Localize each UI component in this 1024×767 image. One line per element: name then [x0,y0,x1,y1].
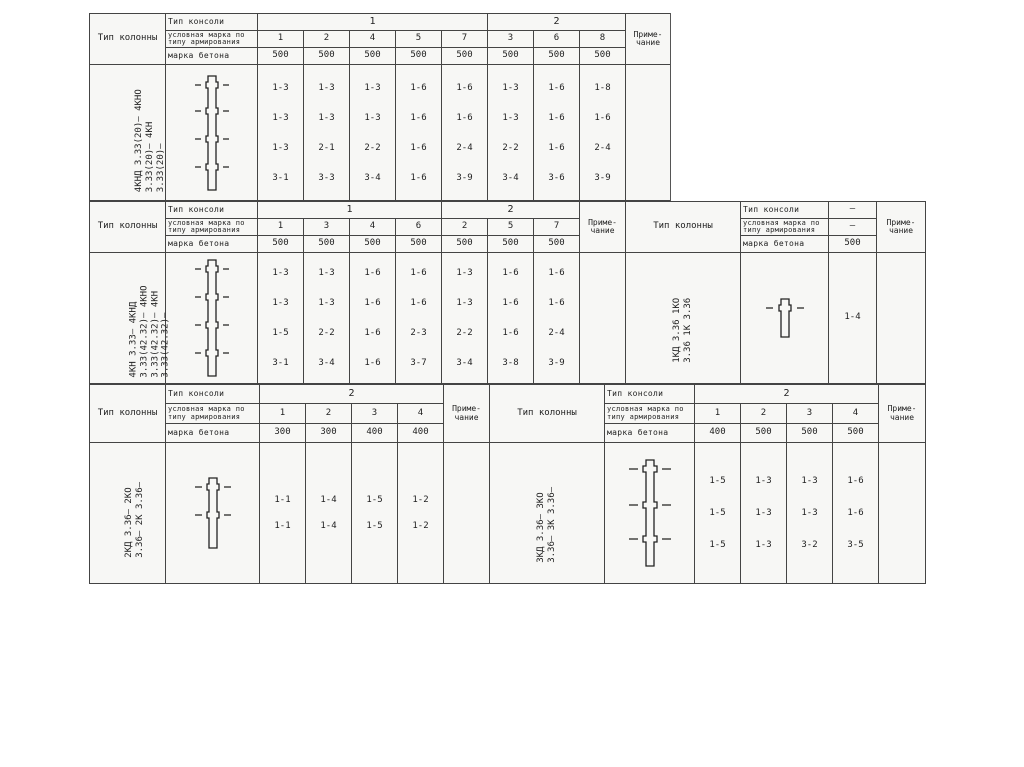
value-cell: 2-4 [594,142,611,153]
value-cell: 1-3 [318,298,335,308]
column-names: 2КД 3.36– 2КО 3.36– 2К 3.36– [90,443,166,584]
value-cell: 1-6 [548,268,565,278]
value-cell: 1-5 [272,328,289,338]
value-cell: 1-6 [548,298,565,308]
value-cell: 1-5 [709,540,726,550]
column-sketch [605,443,695,584]
value-cell: 1-6 [410,298,427,308]
value-cell: 1-6 [594,112,611,123]
column-sketch-icon [187,258,237,378]
value-cell: 3-2 [801,540,818,550]
value-cell: 2-2 [318,328,335,338]
group-2-header: 2 [260,385,444,404]
note-header: Приме-чание [444,385,490,443]
concrete-cell: 400 [352,424,398,443]
column-type-header: Тип колонны [90,202,166,253]
concrete-cell: 500 [396,48,442,65]
column-type-header: Тип колонны [90,14,166,65]
value-cell: 1-6 [364,298,381,308]
note-cell [879,443,926,584]
value-cell: 1-3 [364,82,381,93]
mark-cell: 2 [304,31,350,48]
concrete-cell: 500 [304,236,350,253]
value-cell: 3-1 [272,172,289,183]
concrete-cell: 500 [350,48,396,65]
concrete-cell: 500 [787,424,833,443]
column-sketch-icon [760,293,810,343]
concrete-label: марка бетона [166,48,258,65]
concrete-cell: 500 [396,236,442,253]
concrete-cell: 500 [442,48,488,65]
table-5 [489,384,926,584]
value-cell: 3-4 [502,172,519,183]
value-cell: 1-6 [502,328,519,338]
column-sketch [166,65,258,201]
value-cell: 2-2 [456,328,473,338]
value-cell: 1-4 [320,495,337,505]
console-type-label: Тип консоли [166,385,260,404]
column-sketch [166,253,258,384]
value-cell: 1-4 [320,521,337,531]
table-3 [625,201,926,384]
mark-cell: 5 [396,31,442,48]
mark-cell: 5 [488,219,534,236]
value-cell: 1-8 [594,82,611,93]
value-cell: 1-6 [410,112,427,123]
column-sketch-icon [188,475,238,551]
value-cell: 1-5 [709,476,726,486]
value-cell: 3-3 [318,172,335,183]
value-cell: 3-4 [364,172,381,183]
mark-cell: 4 [398,404,444,424]
value-cell: 2-2 [502,142,519,153]
concrete-cell: 300 [306,424,352,443]
column-sketch [741,253,829,384]
concrete-label: марка бетона [741,236,829,253]
concrete-cell: 500 [488,48,534,65]
note-header: Приме-чание [879,385,926,443]
value-cell: 1-6 [847,476,864,486]
mark-cell: 1 [258,31,304,48]
mark-cell: 2 [442,219,488,236]
concrete-cell: 500 [304,48,350,65]
value-cell: 2-4 [456,142,473,153]
group-2-header: 2 [488,14,626,31]
value-cell: 1-3 [801,476,818,486]
value-cell: 1-3 [272,142,289,153]
concrete-cell: 500 [534,48,580,65]
mark-cell: 4 [833,404,879,424]
console-type-label: Тип консоли [166,14,258,31]
note-cell [580,253,626,384]
mark-cell: 4 [350,31,396,48]
value-cell: 1-3 [364,112,381,123]
value-cell: 1-6 [502,298,519,308]
concrete-label: марка бетона [166,236,258,253]
mark-cell: 3 [304,219,350,236]
value-cell: 1-6 [364,358,381,368]
value-cell: 1-1 [274,521,291,531]
console-type-label: Тип консоли [741,202,829,219]
mark-cell: 2 [741,404,787,424]
value-cell: 1-3 [318,82,335,93]
value-cell: 1-3 [318,268,335,278]
mark-cell: 4 [350,219,396,236]
mark-cell: 7 [442,31,488,48]
value-cell: 1-3 [502,82,519,93]
value-cell: 1-5 [366,495,383,505]
value-cell: 1-6 [410,172,427,183]
value-cell: 1-6 [548,112,565,123]
value-cell: 1-3 [272,298,289,308]
value-cell: 1-5 [709,508,726,518]
concrete-label: марка бетона [166,424,260,443]
value-cell: 2-3 [410,328,427,338]
value-cell: 1-6 [410,268,427,278]
value-cell: 1-3 [801,508,818,518]
column-type-header: Тип колонны [90,385,166,443]
mark-cell: 1 [258,219,304,236]
value-cell: 1-5 [366,521,383,531]
value-cell: 1-3 [272,82,289,93]
value-cell: 1-6 [410,82,427,93]
value-cell: 1-3 [456,268,473,278]
note-header: Приме-чание [580,202,626,253]
value-cell: 2-2 [364,142,381,153]
value-cell: 1-3 [755,476,772,486]
mark-cell: 8 [580,31,626,48]
mark-cell: 2 [306,404,352,424]
value-cell: 3-5 [847,540,864,550]
value-cell: 1-3 [456,298,473,308]
value-cell: 1-6 [548,142,565,153]
value-cell: 1-4 [829,253,877,384]
console-type-label: Тип консоли [605,385,695,404]
value-cell: 2-1 [318,142,335,153]
mark-cell: 1 [695,404,741,424]
value-cell: 1-3 [272,268,289,278]
concrete-cell: 400 [398,424,444,443]
value-cell: 3-8 [502,358,519,368]
concrete-cell: 500 [442,236,488,253]
value-cell: 3-4 [456,358,473,368]
mark-cell: 6 [396,219,442,236]
concrete-cell: 500 [534,236,580,253]
value-cell: 1-2 [412,521,429,531]
value-cell: 1-3 [755,540,772,550]
note-cell [626,65,671,201]
value-cell: 1-1 [274,495,291,505]
table-4 [89,384,490,584]
group-2-header: 2 [442,202,580,219]
column-names: 4КН 3.33– 4КНД 3.33(42.32)– 4КНО 3.33(42.32)– 4КН 3.33(42.32)– [90,253,166,384]
concrete-cell: 400 [695,424,741,443]
value-cell: 1-3 [755,508,772,518]
marking-label: условная марка по типу армирования [166,31,258,48]
group-2-header: 2 [695,385,879,404]
value-cell: 3-6 [548,172,565,183]
column-sketch [166,443,260,584]
value-cell: 1-3 [318,112,335,123]
note-cell [877,253,926,384]
value-cell: 3-4 [318,358,335,368]
value-cell: 1-2 [412,495,429,505]
mark-cell: 3 [488,31,534,48]
value-cell: 1-6 [502,268,519,278]
column-names: 3КД 3.36– 3КО 3.36– 3К 3.36– [490,443,605,584]
concrete-cell: 500 [258,236,304,253]
concrete-cell: 500 [350,236,396,253]
console-type-label: Тип консоли [166,202,258,219]
group-1-header: 1 [258,14,488,31]
mark-cell: 6 [534,31,580,48]
concrete-cell: 500 [488,236,534,253]
column-names: 1КД 3.36 1КО 3.36 1К 3.36 [626,253,741,384]
column-names: 4КНД 3.33(20)– 4КНО 3.33(20)– 4КН 3.33(20)– [90,65,166,201]
note-cell [444,443,490,584]
dash-cell: — [829,202,877,219]
mark-cell: 3 [787,404,833,424]
note-header: Приме-чание [877,202,926,253]
column-sketch-icon [187,74,237,192]
value-cell: 1-3 [272,112,289,123]
marking-label: условная марка по типу армирования [741,219,829,236]
value-cell: 1-6 [410,142,427,153]
mark-cell: 1 [260,404,306,424]
concrete-cell: 500 [829,236,877,253]
value-cell: 1-3 [502,112,519,123]
value-cell: 3-9 [548,358,565,368]
mark-cell: 7 [534,219,580,236]
marking-label: условная марка по типу армирования [166,404,260,424]
value-cell: 3-7 [410,358,427,368]
value-cell: 1-6 [548,82,565,93]
mark-cell: 3 [352,404,398,424]
concrete-cell: 500 [258,48,304,65]
mark-cell: — [829,219,877,236]
note-header: Приме-чание [626,14,671,65]
concrete-cell: 500 [580,48,626,65]
column-sketch-icon [620,458,680,568]
concrete-cell: 500 [833,424,879,443]
concrete-cell: 300 [260,424,306,443]
value-cell: 1-6 [364,268,381,278]
marking-label: условная марка по типу армирования [605,404,695,424]
column-type-header: Тип колонны [626,202,741,253]
value-cell: 3-1 [272,358,289,368]
table-1 [89,13,671,201]
blank-area [670,13,926,201]
column-type-header: Тип колонны [490,385,605,443]
value-cell: 1-6 [847,508,864,518]
value-cell: 1-6 [456,112,473,123]
value-cell: 1-6 [364,328,381,338]
value-cell: 3-9 [456,172,473,183]
concrete-cell: 500 [741,424,787,443]
group-1-header: 1 [258,202,442,219]
table-2 [89,201,626,384]
value-cell: 1-6 [456,82,473,93]
marking-label: условная марка по типу армирования [166,219,258,236]
value-cell: 2-4 [548,328,565,338]
value-cell: 3-9 [594,172,611,183]
concrete-label: марка бетона [605,424,695,443]
